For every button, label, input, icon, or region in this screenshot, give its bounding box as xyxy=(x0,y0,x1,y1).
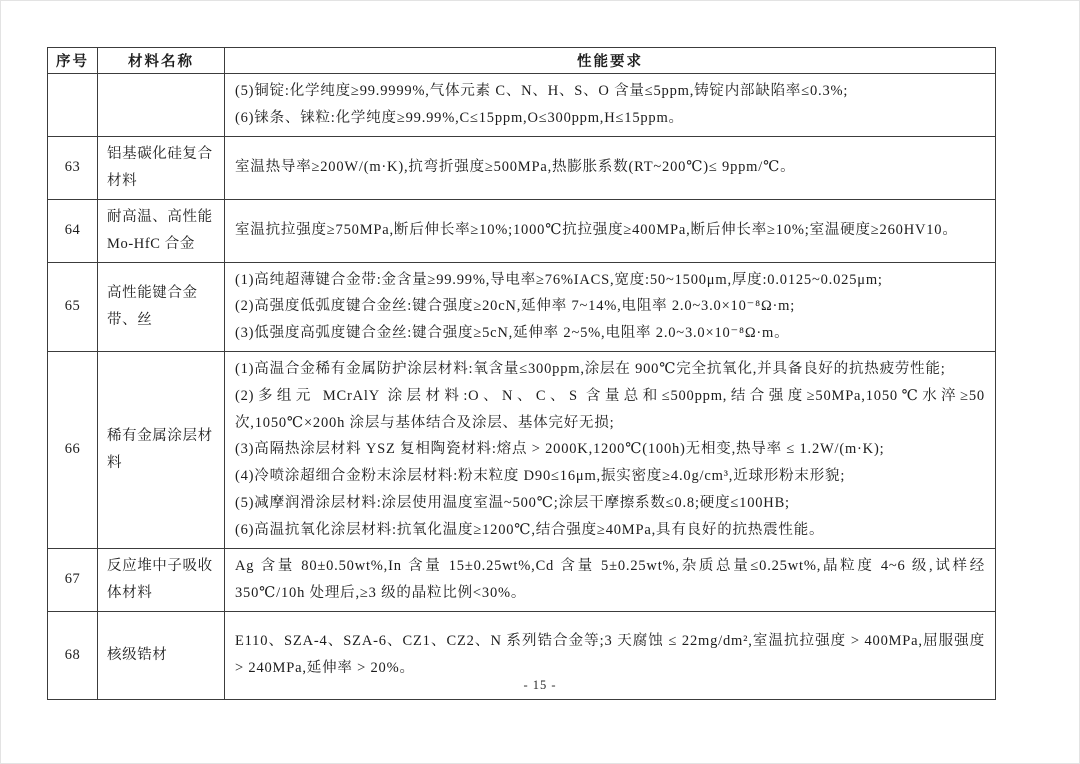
requirement-line: (3)低强度高弧度键合金丝:键合强度≥5cN,延伸率 2~5%,电阻率 2.0~3.0×10⁻⁸Ω·m。 xyxy=(235,325,790,342)
table-row xyxy=(48,351,996,548)
requirements-cell xyxy=(225,136,996,199)
table-header-row xyxy=(48,48,996,74)
material-name-cell: 耐高温、高性能 Mo-HfC 合金 xyxy=(98,199,225,262)
material-name-cell: 稀有金属涂层材料 xyxy=(98,351,225,548)
materials-requirements-table xyxy=(47,47,996,700)
header-serial-number: 序号 xyxy=(48,48,98,74)
serial-number-cell: 63 xyxy=(48,136,98,199)
table-row xyxy=(48,74,996,137)
serial-number-cell: 65 xyxy=(48,262,98,351)
table-row xyxy=(48,548,996,611)
requirement-line: (5)减摩润滑涂层材料:涂层使用温度室温~500℃;涂层干摩擦系数≤0.8;硬度≤100HB; xyxy=(235,494,790,511)
header-material-name: 材料名称 xyxy=(98,48,225,74)
requirement-line: (4)冷喷涂超细合金粉末涂层材料:粉末粒度 D90≤16μm,振实密度≥4.0g/cm³,近球形粉末形貌; xyxy=(235,468,846,485)
requirement-line: (2)高强度低弧度键合金丝:键合强度≥20cN,延伸率 7~14%,电阻率 2.0~3.0×10⁻⁸Ω·m; xyxy=(235,298,796,315)
serial-number-cell xyxy=(48,74,98,137)
requirement-line: (5)铜锭:化学纯度≥99.9999%,气体元素 C、N、H、S、O 含量≤5ppm,铸锭内部缺陷率≤0.3%; xyxy=(235,83,849,99)
requirement-line: (1)高温合金稀有金属防护涂层材料:氧含量≤300ppm,涂层在 900℃完全抗氧化,并具备良好的抗热疲劳性能; xyxy=(235,360,946,377)
page-number: - 15 - xyxy=(523,678,557,692)
serial-number-cell: 66 xyxy=(48,351,98,548)
requirement-line: (6)高温抗氧化涂层材料:抗氧化温度≥1200℃,结合强度≥40MPa,具有良好的抗热震性能。 xyxy=(235,521,825,538)
material-name-cell: 铝基碳化硅复合材料 xyxy=(98,136,225,199)
requirements-cell xyxy=(225,262,996,351)
requirement-line: (1)高纯超薄键合金带:金含量≥99.99%,导电率≥76%IACS,宽度:50~1500μm,厚度:0.0125~0.025μm; xyxy=(235,271,883,288)
requirement-line: (3)高隔热涂层材料 YSZ 复相陶瓷材料:熔点 > 2000K,1200℃(100h)无相变,热导率 ≤ 1.2W/(m·K); xyxy=(235,441,885,458)
material-name-cell xyxy=(98,74,225,137)
table-row xyxy=(48,136,996,199)
serial-number-cell: 68 xyxy=(48,611,98,699)
material-name-cell: 高性能键合金带、丝 xyxy=(98,262,225,351)
requirement-line: E110、SZA-4、SZA-6、CZ1、CZ2、N 系列锆合金等;3 天腐蚀 ≤ 22mg/dm²,室温抗拉强度 > 400MPa,屈服强度 > 240MPa,延伸率 > 20%。 xyxy=(235,633,985,677)
requirement-line: 室温热导率≥200W/(m·K),抗弯折强度≥500MPa,热膨胀系数(RT~200℃)≤ 9ppm/℃。 xyxy=(235,159,796,176)
requirement-line: (6)铼条、铼粒:化学纯度≥99.99%,C≤15ppm,O≤300ppm,H≤15ppm。 xyxy=(235,109,684,126)
requirement-line: Ag 含量 80±0.50wt%,In 含量 15±0.25wt%,Cd 含量 5±0.25wt%,杂质总量≤0.25wt%,晶粒度 4~6 级,试样经 350℃/10h 处理后,≥3 级的晶粒比例<30%。 xyxy=(235,557,985,601)
serial-number-cell: 67 xyxy=(48,548,98,611)
material-name-cell: 核级锆材 xyxy=(98,611,225,699)
requirements-cell xyxy=(225,74,996,137)
table-row xyxy=(48,199,996,262)
serial-number-cell: 64 xyxy=(48,199,98,262)
table-row xyxy=(48,262,996,351)
requirements-cell xyxy=(225,199,996,262)
requirements-cell xyxy=(225,351,996,548)
material-name-cell: 反应堆中子吸收体材料 xyxy=(98,548,225,611)
header-performance-requirements: 性能要求 xyxy=(225,48,996,74)
requirement-line: (2)多组元 MCrAlY 涂层材料:O、N、C、S 含量总和≤500ppm,结合强度≥50MPa,1050℃水淬≥50 次,1050℃×200h 涂层与基体结合及涂层、基体完好无损; xyxy=(235,387,985,431)
requirement-line: 室温抗拉强度≥750MPa,断后伸长率≥10%;1000℃抗拉强度≥400MPa,断后伸长率≥10%;室温硬度≥260HV10。 xyxy=(235,222,958,239)
requirements-cell xyxy=(225,548,996,611)
